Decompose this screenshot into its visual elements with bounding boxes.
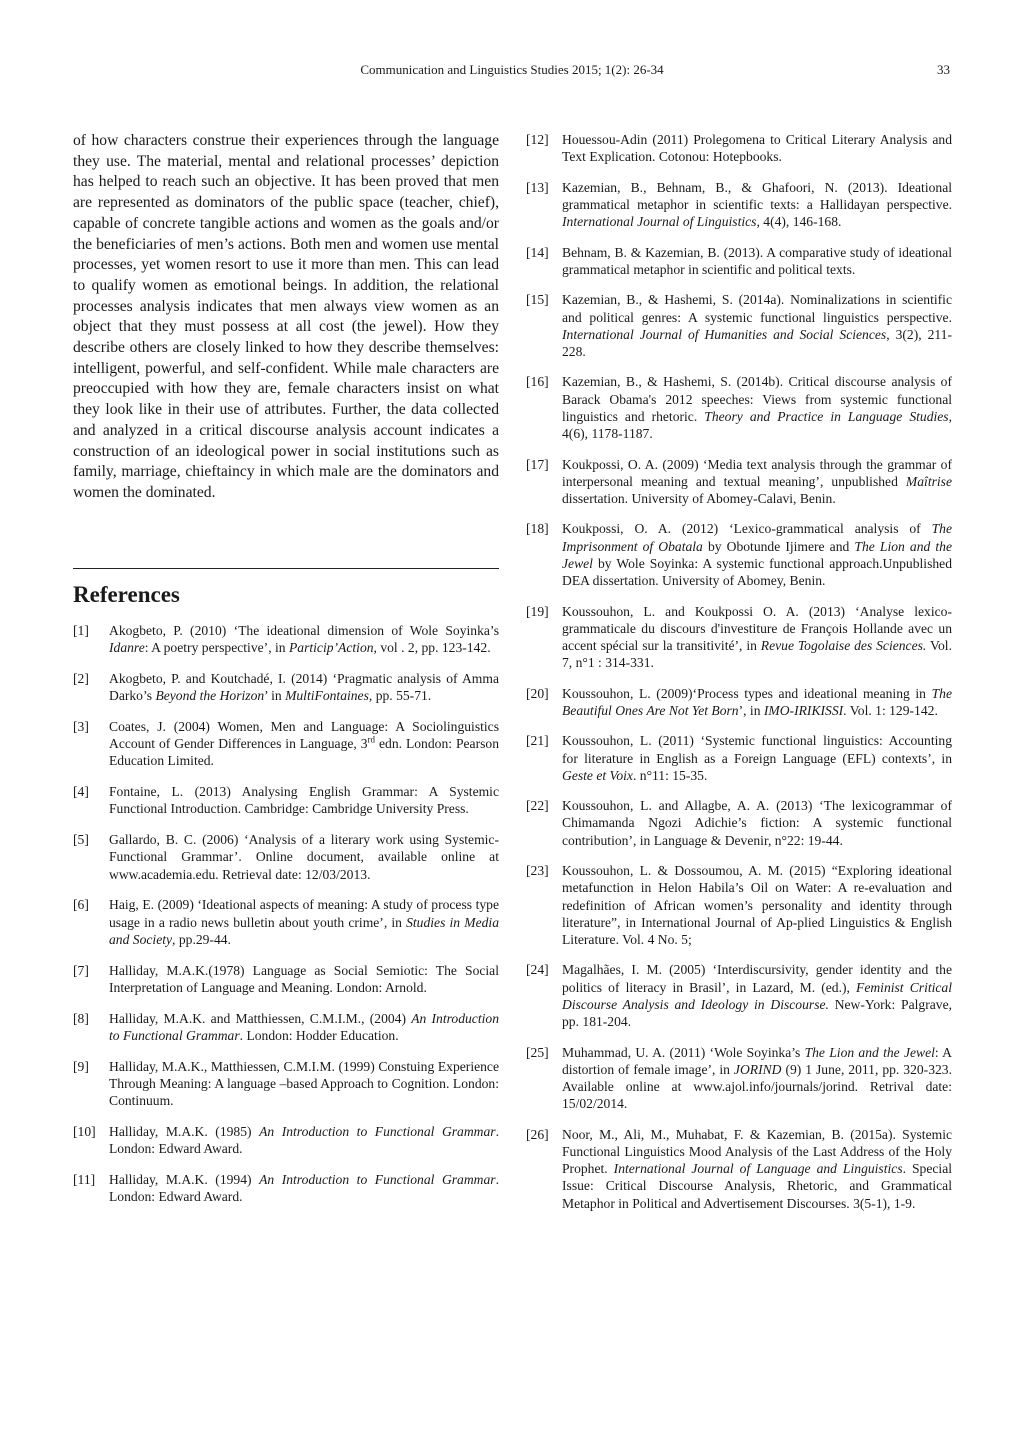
reference-number: [21] — [526, 733, 549, 749]
reference-entry — [526, 373, 952, 442]
reference-text: Noor, M., Ali, M., Muhabat, F. & Kazemian, B. (2015a). Systemic Functional Linguistics Mood Analysis of the Last Address of the Holy Prophet. International Journal of Language and Linguistics. Special Issue: Critical Discourse Analysis, Rhetoric, and Grammatical Metaphor in Political and Advertisement Discourses. 3(5-1), 1-9. — [562, 1126, 952, 1211]
reference-entry — [526, 732, 952, 784]
reference-text: Haig, E. (2009) ‘Ideational aspects of meaning: A study of process type usage in a radio news bulletin about youth crime’, in Studies in Media and Society, pp.29-44. — [109, 897, 499, 947]
references-list-right — [526, 131, 952, 1225]
reference-number: [22] — [526, 798, 549, 814]
reference-number: [12] — [526, 132, 549, 147]
reference-number: [4] — [73, 784, 89, 800]
reference-entry — [73, 1058, 499, 1110]
reference-entry — [73, 718, 499, 770]
reference-text: Halliday, M.A.K. (1994) An Introduction to Functional Grammar. London: Edward Award. — [109, 1171, 499, 1205]
reference-text: Behnam, B. & Kazemian, B. (2013). A comparative study of ideational grammatical metaphor in scientific and political texts. — [562, 244, 952, 277]
reference-text: Kazemian, B., & Hashemi, S. (2014a). Nominalizations in scientific and political genres: A systemic functional linguistics perspective. International Journal of Humanities and Social Sciences, 3(2), 211-228. — [562, 292, 952, 359]
reference-entry — [526, 520, 952, 589]
reference-text: Koussouhon, L. (2009)‘Process types and ideational meaning in The Beautiful Ones Are Not Yet Born’, in IMO-IRIKISSI. Vol. 1: 129-142. — [562, 685, 952, 718]
reference-text: Akogbeto, P. (2010) ‘The ideational dimension of Wole Soyinka’s Idanre: A poetry perspective’, in Particip’Action, vol . 2, pp. 123-142. — [109, 623, 499, 656]
reference-number: [20] — [526, 685, 549, 701]
reference-entry — [73, 1123, 499, 1157]
reference-entry — [526, 603, 952, 672]
reference-number: [7] — [73, 962, 89, 978]
reference-entry — [73, 622, 499, 656]
reference-entry — [526, 961, 952, 1030]
reference-number: [5] — [73, 832, 89, 848]
reference-text: Muhammad, U. A. (2011) ‘Wole Soyinka’s The Lion and the Jewel: A distortion of female image’, in JORIND (9) 1 June, 2011, pp. 320-323. Available online at www.ajol.info/journals/jorind. Retrival date: 15/02/2014. — [562, 1044, 952, 1112]
reference-number: [2] — [73, 671, 89, 686]
reference-entry — [73, 1171, 499, 1205]
references-list-left — [73, 622, 499, 1219]
reference-entry — [526, 244, 952, 278]
reference-number: [26] — [526, 1126, 549, 1142]
reference-number: [17] — [526, 456, 549, 472]
reference-entry — [526, 1044, 952, 1113]
reference-number: [13] — [526, 179, 549, 195]
reference-number: [8] — [73, 1010, 89, 1026]
reference-number: [16] — [526, 374, 549, 390]
reference-entry — [73, 962, 499, 996]
reference-entry — [526, 291, 952, 360]
reference-text: Halliday, M.A.K. and Matthiessen, C.M.I.M., (2004) An Introduction to Functional Grammar. London: Hodder Education. — [109, 1010, 499, 1043]
references-heading: References — [73, 582, 180, 607]
reference-number: [25] — [526, 1044, 549, 1060]
conclusion-paragraph: of how characters construe their experiences through the language they use. The material, mental and relational processes’ depiction has helped to reach such an objective. It has been proved that men are represented as dominators of the public space (teacher, chief), capable of concrete tangible actions and women as the goals and/or the beneficiaries of men’s actions. Both men and women use mental processes, yet women resort to use it more than men. This can lead to qualify women as emotional beings. In addition, the relational processes analysis indicates that men always view women as an object that they must possess at all cost (the jewel). How they describe others are closely linked to how they describe themselves: intelligent, powerful, and self-confident. While male characters are preoccupied with how they are, female characters insist on what they look like in their use of attributes. Further, the data collected and analyzed in a critical discourse analysis account indicates a construction of an ideological power in social institutions such as family, marriage, chieftaincy in which male are the dominators and women the dominated. — [73, 132, 499, 501]
reference-entry — [526, 131, 952, 165]
reference-number: [10] — [73, 1123, 96, 1139]
reference-text: Coates, J. (2004) Women, Men and Language: A Sociolinguistics Account of Gender Differences in Language, 3rd edn. London: Pearson Education Limited. — [109, 719, 500, 769]
reference-text: Halliday, M.A.K., Matthiessen, C.M.I.M. (1999) Constuing Experience Through Meaning: A language –based Approach to Cognition. London: Continuum. — [109, 1058, 499, 1109]
reference-text: Koussouhon, L. and Allagbe, A. A. (2013) ‘The lexicogrammar of Chimamanda Ngozi Adichie’s fiction: A systemic functional contribution’, in Language & Devenir, n°22: 19-44. — [562, 798, 952, 848]
reference-entry — [73, 670, 499, 704]
page-number: 33 — [937, 62, 950, 77]
reference-text: Kazemian, B., Behnam, B., & Ghafoori, N. (2013). Ideational grammatical metaphor in scientific texts: a Hallidayan perspective. International Journal of Linguistics, 4(4), 146-168. — [562, 179, 952, 230]
reference-text: Koussouhon, L. (2011) ‘Systemic functional linguistics: Accounting for literature in English as a Foreign Language (EFL) contexts’, in Geste et Voix. n°11: 15-35. — [562, 733, 952, 783]
reference-text: Fontaine, L. (2013) Analysing English Grammar: A Systemic Functional Introduction. Cambridge: Cambridge University Press. — [109, 784, 499, 817]
reference-number: [6] — [73, 897, 89, 913]
reference-number: [9] — [73, 1058, 89, 1074]
reference-text: Halliday, M.A.K.(1978) Language as Social Semiotic: The Social Interpretation of Language and Meaning. London: Arnold. — [109, 962, 499, 995]
reference-text: Magalhães, I. M. (2005) ‘Interdiscursivity, gender identity and the politics of literacy in Brasil’, in Lazard, M. (ed.), Feminist Critical Discourse Analysis and Ideology in Discourse. New-York: Palgrave, pp. 181-204. — [562, 962, 953, 1030]
reference-number: [18] — [526, 521, 549, 537]
running-header — [0, 62, 1024, 82]
reference-number: [11] — [73, 1171, 96, 1187]
reference-number: [1] — [73, 623, 89, 638]
reference-number: [14] — [526, 244, 549, 260]
reference-entry — [73, 1010, 499, 1044]
reference-text: Halliday, M.A.K. (1985) An Introduction to Functional Grammar. London: Edward Award. — [109, 1123, 499, 1157]
reference-entry — [73, 896, 499, 948]
reference-text: Gallardo, B. C. (2006) ‘Analysis of a literary work using Systemic-Functional Grammar’. Online document, available online at www.academia.edu. Retrieval date: 12/03/2013. — [109, 832, 499, 882]
reference-text: Kazemian, B., & Hashemi, S. (2014b). Critical discourse analysis of Barack Obama's 2012 speeches: Views from systemic functional linguistics and rhetoric. Theory and Practice in Language Studies, 4(6), 1178-1187. — [562, 374, 952, 442]
reference-entry — [526, 797, 952, 849]
reference-entry — [526, 862, 952, 948]
reference-number: [19] — [526, 603, 549, 619]
left-column — [73, 131, 499, 504]
reference-entry — [73, 783, 499, 817]
reference-number: [3] — [73, 719, 89, 734]
reference-text: Koukpossi, O. A. (2009) ‘Media text analysis through the grammar of interpersonal meaning and textual meaning’, unpublished Maîtrise dissertation. University of Abomey-Calavi, Benin. — [562, 456, 952, 506]
reference-text: Akogbeto, P. and Koutchadé, I. (2014) ‘Pragmatic analysis of Amma Darko’s Beyond the Horizon’ in MultiFontaines, pp. 55-71. — [109, 671, 499, 704]
section-divider — [73, 568, 499, 569]
reference-number: [15] — [526, 292, 549, 308]
reference-text: Koussouhon, L. and Koukpossi O. A. (2013) ‘Analyse lexico-grammaticale du discours d'investiture de François Hollande avec un accent spécial sur la transitivité’, in Revue Togolaise des Sciences. Vol. 7, n°1 : 314-331. — [562, 603, 952, 671]
reference-entry — [526, 1126, 952, 1212]
reference-number: [24] — [526, 962, 549, 978]
reference-number: [23] — [526, 863, 549, 879]
reference-text: Houessou-Adin (2011) Prolegomena to Critical Literary Analysis and Text Explication. Cotonou: Hotepbooks. — [562, 132, 952, 165]
journal-citation: Communication and Linguistics Studies 2015; 1(2): 26-34 — [360, 62, 664, 77]
reference-entry — [526, 179, 952, 231]
reference-entry — [526, 456, 952, 508]
reference-text: Koussouhon, L. & Dossoumou, A. M. (2015) “Exploring ideational metafunction in Helon Habila’s Oil on Water: A re-evaluation and redefinition of African women’s personality and identity through literature”, in International Journal of Ap-plied Linguistics & English Literature. Vol. 4 No. 5; — [562, 863, 952, 947]
reference-entry — [526, 685, 952, 719]
reference-text: Koukpossi, O. A. (2012) ‘Lexico-grammatical analysis of The Imprisonment of Obatala by Obotunde Ijimere and The Lion and the Jewel by Wole Soyinka: A systemic functional approach.Unpublished DEA dissertation. University of Abomey, Benin. — [562, 521, 953, 589]
reference-entry — [73, 831, 499, 883]
